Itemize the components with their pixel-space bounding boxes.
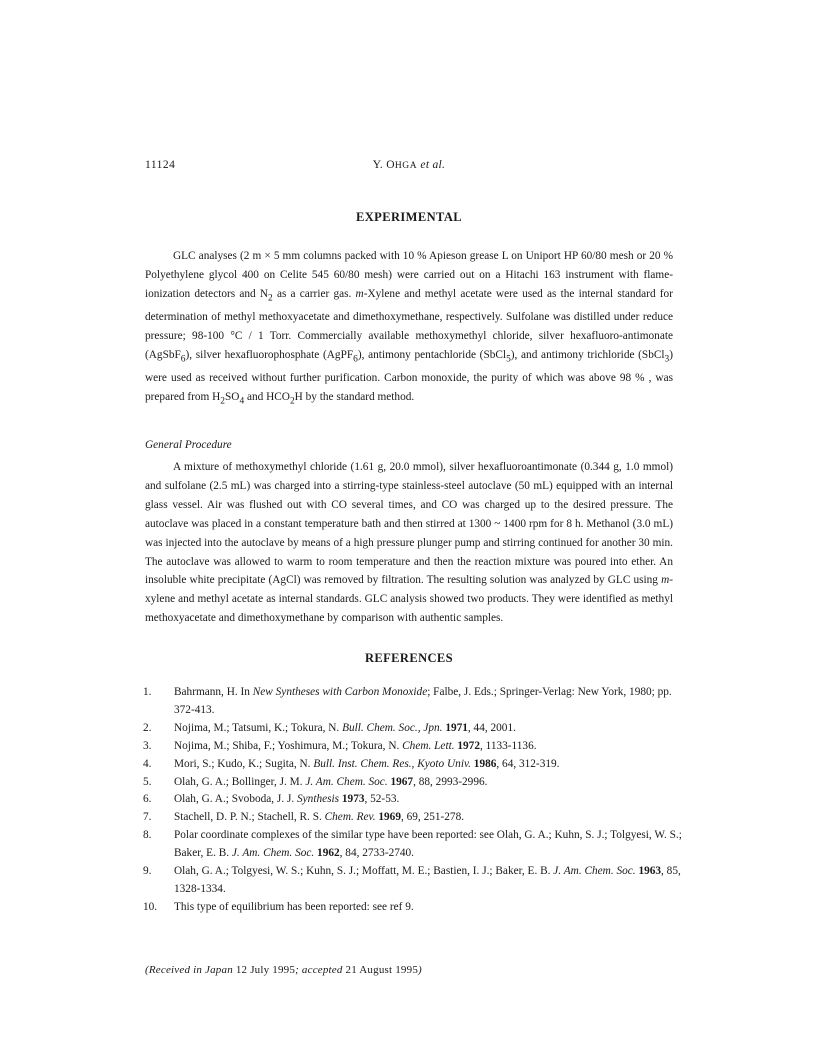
reference-item [143,774,683,792]
page-number: 11124 [145,159,176,171]
received-close: ) [418,964,422,976]
reference-text: Nojima, M.; Tatsumi, K.; Tokura, N. Bull. Chem. Soc., Jpn. 1971, 44, 2001. [174,721,516,734]
reference-number: 7. [143,811,152,824]
experimental-paragraph: GLC analyses (2 m × 5 mm columns packed with 10 % Apieson grease L on Uniport HP 60/80 mesh or 20 % Polyethylene glycol 400 on Celite 545 60/80 mesh) were carried out on a Hitachi 163 instrument with flame-ionization detectors and $N_2$ as a carrier gas. m-Xylene and methyl acetate were used as the internal standard for determination of methyl methoxyacetate and dimethoxymethane, respectively. Sulfolane was distilled under reduce pressure; 98-100 °C / 1 Torr. Commercially available methoxymethyl chloride, silver hexafluoro-antimonate (AgSbF$_6$), silver hexafluorophosphate (AgPF$_6$), antimony pentachloride (SbCl$_5$), and antimony trichloride (SbCl$_3$) were used as received without further purification. Carbon monoxide, the purity of which was above 98 % , was prepared from $H_2SO_4$ and $HCO_2H$ by the standard method. [145,250,674,407]
reference-number: 4. [143,757,152,770]
et-al: et al. [420,159,446,171]
reference-number: 1. [143,686,152,698]
reference-number: 8. [143,829,152,842]
received-mid: ; accepted [295,964,346,976]
reference-item [143,756,683,774]
experimental-heading: EXPERIMENTAL [356,210,462,224]
reference-number: 2. [143,721,152,734]
received-date: 12 July 1995 [235,964,296,976]
reference-number: 10. [143,900,158,913]
reference-item [143,791,683,809]
reference-item [143,684,683,720]
reference-item [143,809,683,827]
reference-number: 6. [143,793,152,806]
reference-text: Bahrmann, H. In New Syntheses with Carbon Monoxide; Falbe, J. Eds.; Springer-Verlag: New York, 1980; pp. 372-413. [174,686,672,716]
received-line [145,964,422,976]
accepted-date: 21 August 1995 [345,964,419,976]
reference-number: 5. [143,775,152,788]
running-head-authors [145,159,673,171]
reference-text: Stachell, D. P. N.; Stachell, R. S. Chem. Rev. 1969, 69, 251-278. [174,811,465,824]
reference-number: 9. [143,865,152,878]
reference-item [143,827,683,863]
reference-text: Olah, G. A.; Svoboda, J. J. Synthesis 1973, 52-53. [174,793,400,806]
general-procedure-paragraph: A mixture of methoxymethyl chloride (1.61 g, 20.0 mmol), silver hexafluoroantimonate (0.344 g, 1.0 mmol) and sulfolane (2.5 mL) was charged into a stirring-type stainless-steel autoclave (50 mL) equipped with an internal glass vessel. Air was flushed out with CO several times, and CO was charged up to the desired pressure. The autoclave was placed in a constant temperature bath and then stirred at 1300 ~ 1400 rpm for 8 h. Methanol (3.0 mL) was injected into the autoclave by means of a high pressure plunger pump and stirring continued for another 30 min. The autoclave was allowed to warm to room temperature and then the reaction mixture was poured into ether. An insoluble white precipitate (AgCl) was removed by filtration. The resulting solution was analyzed by GLC using m-xylene and methyl acetate as internal standards. GLC analysis showed two products. They were identified as methyl methoxyacetate and dimethoxymethane by comparison with authentic samples. [145,461,673,625]
reference-text: Olah, G. A.; Tolgyesi, W. S.; Kuhn, S. J.; Moffatt, M. E.; Bastien, I. J.; Baker, E. B. J. Am. Chem. Soc. 1963, 85, 1328-1334. [174,865,681,895]
reference-item [143,720,683,738]
reference-text: Nojima, M.; Shiba, F.; Yoshimura, M.; Tokura, N. Chem. Lett. 1972, 1133-1136. [174,739,537,752]
reference-text: Polar coordinate complexes of the similar type have been reported: see Olah, G. A.; Kuhn, S. J.; Tolgyesi, W. S.; Baker, E. B. J. Am. Chem. Soc. 1962, 84, 2733-2740. [174,829,682,860]
reference-item [143,738,683,756]
references-list [143,684,683,917]
reference-text: Mori, S.; Kudo, K.; Sugita, N. Bull. Inst. Chem. Res., Kyoto Univ. 1986, 64, 312-319. [174,757,560,770]
author-surname-smallcaps: HGA [394,161,418,171]
received-open: (Received in Japan [145,964,236,976]
reference-number: 3. [143,739,152,752]
running-head [145,159,673,175]
author-initial: Y. O [372,159,395,171]
reference-text: Olah, G. A.; Bollinger, J. M. J. Am. Chem. Soc. 1967, 88, 2993-2996. [174,775,488,788]
reference-item [143,863,683,899]
reference-text: This type of equilibrium has been reported: see ref 9. [174,900,414,913]
references-heading: REFERENCES [364,651,454,665]
general-procedure-heading: General Procedure [145,439,232,451]
reference-item [143,899,683,917]
